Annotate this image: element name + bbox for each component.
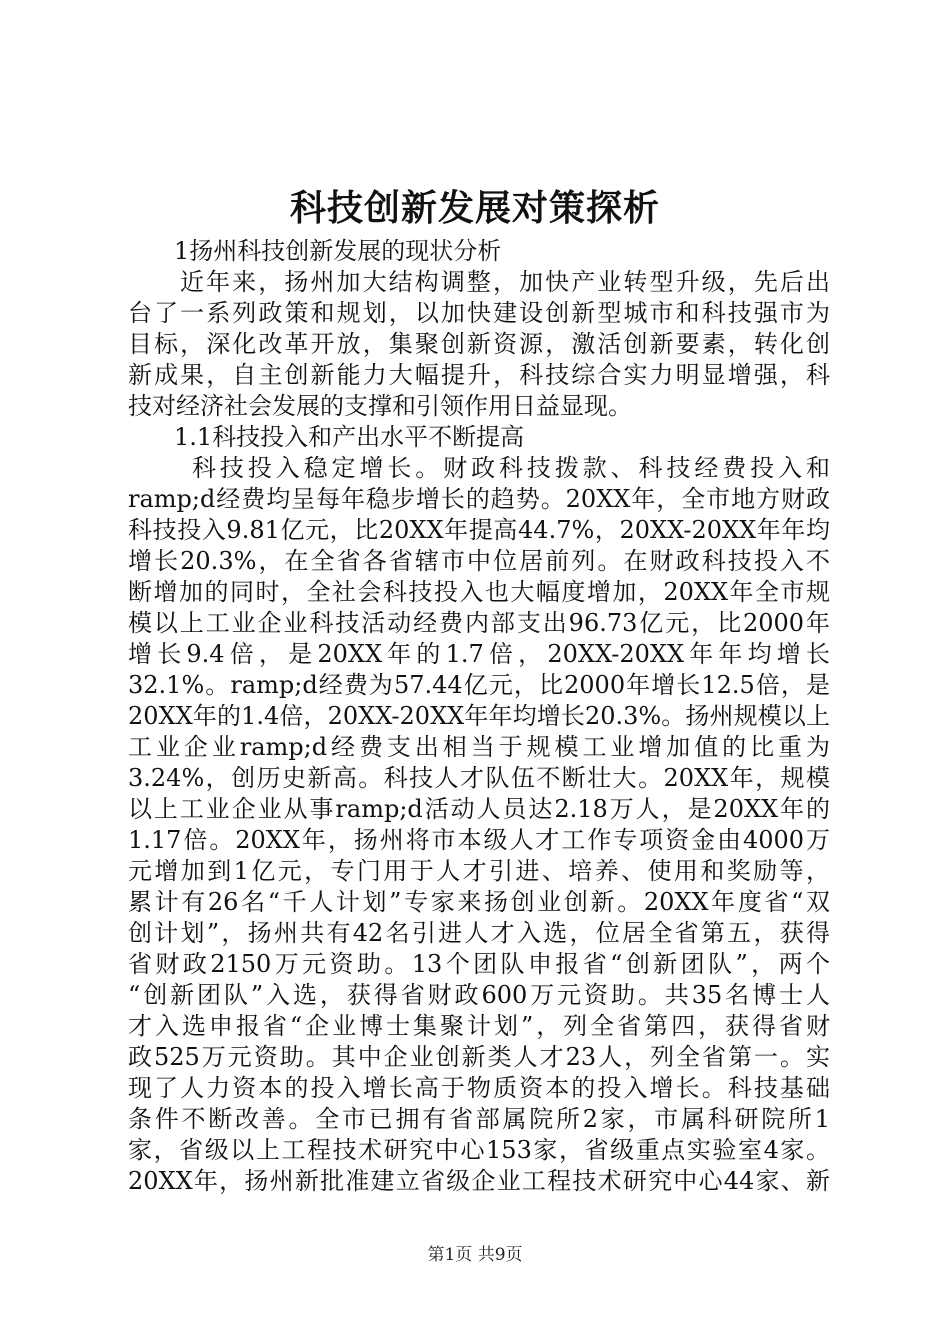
text-line: 断增加的同时，全社会科技投入也大幅度增加，20XX年全市规 xyxy=(128,578,830,606)
text-line: 3.24%，创历史新高。科技人才队伍不断壮大。20XX年，规模 xyxy=(128,764,830,792)
text-line: 20XX年的1.4倍，20XX-20XX年年均增长20.3%。扬州规模以上 xyxy=(128,702,830,730)
text-line: 模以上工业企业科技活动经费内部支出96.73亿元，比2000年 xyxy=(128,609,830,637)
text-line: 家，省级以上工程技术研究中心153家，省级重点实验室4家。 xyxy=(128,1136,830,1164)
text-line: 才入选申报省“企业博士集聚计划”，列全省第四，获得省财 xyxy=(128,1012,830,1040)
text-line: 32.1%。ramp;d经费为57.44亿元，比2000年增长12.5倍，是 xyxy=(128,671,830,699)
text-line: 省财政2150万元资助。13个团队申报省“创新团队”，两个 xyxy=(128,950,830,978)
text-line: “创新团队”入选，获得省财政600万元资助。共35名博士人 xyxy=(128,981,830,1009)
subsection-heading: 1.1科技投入和产出水平不断提高 xyxy=(174,423,525,451)
text-line: 现了人力资本的投入增长高于物质资本的投入增长。科技基础 xyxy=(128,1074,830,1102)
page-footer: 第1页 共9页 xyxy=(427,1245,523,1265)
text-line: 科技投入9.81亿元，比20XX年提高44.7%，20XX-20XX年年均 xyxy=(128,516,830,544)
text-line: 20XX年，扬州新批准建立省级企业工程技术研究中心44家、新 xyxy=(128,1167,830,1195)
text-line: 以上工业企业从事ramp;d活动人员达2.18万人，是20XX年的 xyxy=(128,795,830,823)
text-line: 新成果，自主创新能力大幅提升，科技综合实力明显增强，科 xyxy=(128,361,830,389)
section-heading: 1扬州科技创新发展的现状分析 xyxy=(174,237,502,265)
text-line: 台了一系列政策和规划，以加快建设创新型城市和科技强市为 xyxy=(128,299,830,327)
text-line: 目标，深化改革开放，集聚创新资源，激活创新要素，转化创 xyxy=(128,330,830,358)
text-line: 科技投入稳定增长。财政科技拨款、科技经费投入和 xyxy=(192,454,830,482)
text-line: 条件不断改善。全市已拥有省部属院所2家，市属科研院所1 xyxy=(128,1105,830,1133)
text-line: 1.17倍。20XX年，扬州将市本级人才工作专项资金由4000万 xyxy=(128,826,830,854)
text-line: 创计划”，扬州共有42名引进人才入选，位居全省第五，获得 xyxy=(128,919,830,947)
text-line: ramp;d经费均呈每年稳步增长的趋势。20XX年，全市地方财政 xyxy=(128,485,830,513)
text-line: 技对经济社会发展的支撑和引领作用日益显现。 xyxy=(128,392,632,420)
text-line: 近年来，扬州加大结构调整，加快产业转型升级，先后出 xyxy=(180,268,830,296)
text-line: 增长9.4倍，是20XX年的1.7倍，20XX-20XX年年均增长 xyxy=(128,640,830,668)
text-line: 元增加到1亿元，专门用于人才引进、培养、使用和奖励等， xyxy=(128,857,830,885)
text-line: 累计有26名“千人计划”专家来扬创业创新。20XX年度省“双 xyxy=(128,888,830,916)
document-body xyxy=(128,236,830,1197)
text-line: 增长20.3%，在全省各省辖市中位居前列。在财政科技投入不 xyxy=(128,547,830,575)
text-line: 工业企业ramp;d经费支出相当于规模工业增加值的比重为 xyxy=(128,733,830,761)
document-title: 科技创新发展对策探析 xyxy=(289,187,660,229)
text-line: 政525万元资助。其中企业创新类人才23人，列全省第一。实 xyxy=(128,1043,830,1071)
